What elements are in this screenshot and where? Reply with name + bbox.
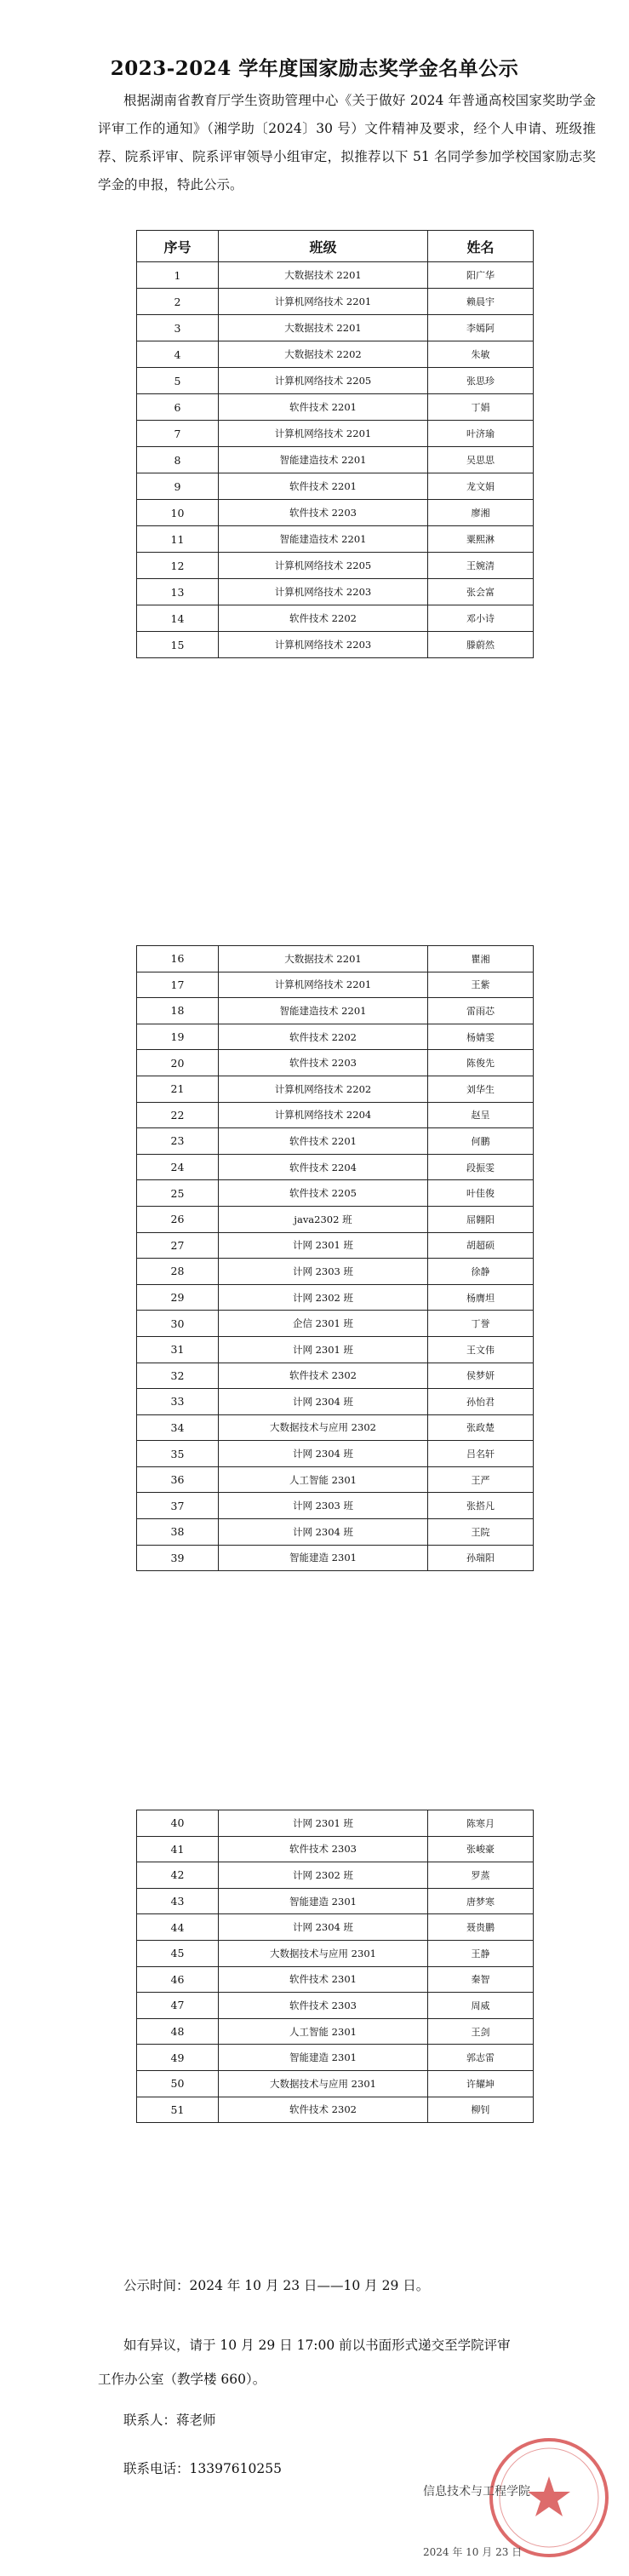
row-class: 人工智能 2301 — [219, 1466, 428, 1493]
table-row — [137, 1493, 534, 1519]
row-class: 软件技术 2301 — [219, 1966, 428, 1993]
row-number: 31 — [137, 1336, 219, 1363]
row-class: 智能建造技术 2201 — [219, 526, 428, 553]
row-class: 软件技术 2302 — [219, 2097, 428, 2123]
row-class: 计算机网络技术 2201 — [219, 289, 428, 315]
table-row — [137, 2097, 534, 2123]
row-number: 21 — [137, 1076, 219, 1102]
row-number: 3 — [137, 315, 219, 341]
row-student-name: 唐梦寒 — [428, 1888, 534, 1914]
row-class: 企信 2301 班 — [219, 1311, 428, 1337]
row-student-name: 朱敏 — [428, 341, 534, 368]
row-student-name: 胡超硕 — [428, 1232, 534, 1259]
row-class: 大数据技术与应用 2302 — [219, 1414, 428, 1441]
row-number: 34 — [137, 1414, 219, 1441]
row-student-name: 廖湘 — [428, 500, 534, 526]
header-class: 班级 — [219, 231, 428, 262]
row-number: 42 — [137, 1862, 219, 1889]
row-student-name: 叶佳俊 — [428, 1180, 534, 1207]
row-class: 计算机网络技术 2205 — [219, 368, 428, 394]
row-class: 智能建造 2301 — [219, 1545, 428, 1571]
row-class: 人工智能 2301 — [219, 2018, 428, 2045]
row-student-name: 张会富 — [428, 579, 534, 605]
row-number: 39 — [137, 1545, 219, 1571]
row-student-name: 张政楚 — [428, 1414, 534, 1441]
row-number: 45 — [137, 1940, 219, 1966]
row-class: 计网 2304 班 — [219, 1914, 428, 1941]
row-number: 40 — [137, 1810, 219, 1837]
table-row — [137, 526, 534, 553]
table-row — [137, 1284, 534, 1311]
row-class: 计算机网络技术 2201 — [219, 972, 428, 998]
table-row — [137, 2018, 534, 2045]
row-student-name: 王文伟 — [428, 1336, 534, 1363]
row-number: 20 — [137, 1050, 219, 1076]
row-student-name: 陈俊先 — [428, 1050, 534, 1076]
table-row — [137, 2070, 534, 2097]
table-row — [137, 1966, 534, 1993]
row-number: 44 — [137, 1914, 219, 1941]
table-row — [137, 1993, 534, 2019]
table-row — [137, 447, 534, 473]
contact-person: 联系人：蒋老师 — [123, 2412, 216, 2428]
row-student-name: 徐静 — [428, 1259, 534, 1285]
row-student-name: 丁誉 — [428, 1311, 534, 1337]
row-student-name: 吴思思 — [428, 447, 534, 473]
row-number: 50 — [137, 2070, 219, 2097]
row-student-name: 周威 — [428, 1993, 534, 2019]
row-number: 10 — [137, 500, 219, 526]
row-student-name: 王剑 — [428, 2018, 534, 2045]
row-number: 15 — [137, 632, 219, 658]
row-class: 智能建造技术 2201 — [219, 998, 428, 1024]
contact-phone: 联系电话：13397610255 — [123, 2461, 282, 2476]
table-row — [137, 1206, 534, 1232]
objection-notice-line-1: 如有异议，请于 10 月 29 日 17:00 前以书面形式递交至学院评审 — [123, 2338, 511, 2353]
row-class: 软件技术 2303 — [219, 1836, 428, 1862]
row-student-name: 何鹏 — [428, 1128, 534, 1155]
notice-title: 2023-2024 学年度国家励志奖学金名单公示 — [110, 57, 519, 80]
row-class: 计算机网络技术 2201 — [219, 421, 428, 447]
row-student-name: 赖晨宇 — [428, 289, 534, 315]
row-number: 2 — [137, 289, 219, 315]
row-class: 软件技术 2201 — [219, 394, 428, 421]
row-class: 计网 2301 班 — [219, 1810, 428, 1837]
row-number: 32 — [137, 1363, 219, 1389]
row-student-name: 瞿湘 — [428, 946, 534, 972]
row-class: 计网 2304 班 — [219, 1389, 428, 1415]
row-student-name: 邓小诗 — [428, 605, 534, 632]
table-row — [137, 1232, 534, 1259]
row-class: 大数据技术 2202 — [219, 341, 428, 368]
row-number: 33 — [137, 1389, 219, 1415]
table-row — [137, 1363, 534, 1389]
row-student-name: 陈寒月 — [428, 1810, 534, 1837]
row-number: 27 — [137, 1232, 219, 1259]
row-student-name: 郭志雷 — [428, 2045, 534, 2071]
row-class: 大数据技术 2201 — [219, 315, 428, 341]
row-class: 软件技术 2201 — [219, 1128, 428, 1155]
row-number: 37 — [137, 1493, 219, 1519]
row-student-name: 杨婧雯 — [428, 1024, 534, 1050]
notice-intro: 根据湖南省教育厅学生资助管理中心《关于做好 2024 年普通高校国家奖助学金评审工作的通知》（湘学助〔2024〕30 号）文件精神及要求，经个人申请、班级推荐、院系评审、院系评审领导小组审定，拟推荐以下 51 名同学参加学校国家励志奖学金的申报，特此公示。 — [98, 93, 596, 192]
table-row — [137, 1180, 534, 1207]
table-row — [137, 2045, 534, 2071]
row-class: 软件技术 2302 — [219, 1363, 428, 1389]
table-row — [137, 1102, 534, 1128]
row-class: java2302 班 — [219, 1206, 428, 1232]
row-number: 41 — [137, 1836, 219, 1862]
row-student-name: 张峻豪 — [428, 1836, 534, 1862]
row-student-name: 刘华生 — [428, 1076, 534, 1102]
row-student-name: 王严 — [428, 1466, 534, 1493]
roster-body-3 — [137, 1810, 534, 2123]
signature-date: 2024 年 10 月 23 日 — [423, 2546, 523, 2558]
row-number: 43 — [137, 1888, 219, 1914]
row-number: 19 — [137, 1024, 219, 1050]
table-row — [137, 1940, 534, 1966]
table-row — [137, 1259, 534, 1285]
row-number: 5 — [137, 368, 219, 394]
row-class: 智能建造 2301 — [219, 2045, 428, 2071]
table-row — [137, 289, 534, 315]
row-class: 计网 2302 班 — [219, 1862, 428, 1889]
table-row — [137, 998, 534, 1024]
row-student-name: 吕名轩 — [428, 1441, 534, 1467]
row-number: 9 — [137, 473, 219, 500]
row-class: 计算机网络技术 2203 — [219, 632, 428, 658]
row-class: 计算机网络技术 2203 — [219, 579, 428, 605]
table-row — [137, 632, 534, 658]
row-number: 8 — [137, 447, 219, 473]
row-student-name: 侯梦妍 — [428, 1363, 534, 1389]
row-number: 13 — [137, 579, 219, 605]
row-student-name: 赵呈 — [428, 1102, 534, 1128]
row-class: 计网 2302 班 — [219, 1284, 428, 1311]
table-row — [137, 579, 534, 605]
row-number: 28 — [137, 1259, 219, 1285]
row-class: 软件技术 2205 — [219, 1180, 428, 1207]
row-number: 25 — [137, 1180, 219, 1207]
row-class: 计网 2304 班 — [219, 1441, 428, 1467]
table-row — [137, 1862, 534, 1889]
row-class: 软件技术 2202 — [219, 605, 428, 632]
table-row — [137, 1519, 534, 1546]
table-row — [137, 1024, 534, 1050]
row-class: 计网 2301 班 — [219, 1232, 428, 1259]
roster-body-2 — [137, 946, 534, 1571]
row-student-name: 张思珍 — [428, 368, 534, 394]
table-row — [137, 1545, 534, 1571]
row-class: 计算机网络技术 2202 — [219, 1076, 428, 1102]
row-number: 23 — [137, 1128, 219, 1155]
row-number: 26 — [137, 1206, 219, 1232]
row-class: 软件技术 2201 — [219, 473, 428, 500]
table-row — [137, 553, 534, 579]
row-student-name: 许耀坤 — [428, 2070, 534, 2097]
table-row — [137, 1076, 534, 1102]
roster-table-part-3 — [136, 1810, 534, 2123]
row-student-name: 王婉清 — [428, 553, 534, 579]
row-number: 36 — [137, 1466, 219, 1493]
table-row — [137, 605, 534, 632]
row-student-name: 丁娟 — [428, 394, 534, 421]
row-class: 大数据技术与应用 2301 — [219, 2070, 428, 2097]
row-class: 软件技术 2203 — [219, 1050, 428, 1076]
table-row — [137, 1836, 534, 1862]
row-number: 1 — [137, 262, 219, 289]
row-class: 智能建造 2301 — [219, 1888, 428, 1914]
table-row — [137, 1128, 534, 1155]
row-class: 计网 2303 班 — [219, 1493, 428, 1519]
row-number: 29 — [137, 1284, 219, 1311]
row-class: 计算机网络技术 2204 — [219, 1102, 428, 1128]
table-row — [137, 394, 534, 421]
row-number: 14 — [137, 605, 219, 632]
table-row — [137, 341, 534, 368]
roster-table-part-2 — [136, 945, 534, 1571]
row-class: 大数据技术 2201 — [219, 946, 428, 972]
table-row — [137, 1466, 534, 1493]
row-class: 软件技术 2303 — [219, 1993, 428, 2019]
row-number: 22 — [137, 1102, 219, 1128]
row-class: 软件技术 2203 — [219, 500, 428, 526]
header-number: 序号 — [137, 231, 219, 262]
row-class: 计算机网络技术 2205 — [219, 553, 428, 579]
table-row — [137, 972, 534, 998]
row-student-name: 雷雨芯 — [428, 998, 534, 1024]
table-row — [137, 473, 534, 500]
table-row — [137, 262, 534, 289]
row-number: 12 — [137, 553, 219, 579]
row-student-name: 滕蔚然 — [428, 632, 534, 658]
row-student-name: 王静 — [428, 1940, 534, 1966]
row-number: 35 — [137, 1441, 219, 1467]
table-row — [137, 1414, 534, 1441]
row-number: 4 — [137, 341, 219, 368]
row-student-name: 秦智 — [428, 1966, 534, 1993]
row-class: 大数据技术 2201 — [219, 262, 428, 289]
row-number: 18 — [137, 998, 219, 1024]
row-student-name: 杨膺坦 — [428, 1284, 534, 1311]
row-student-name: 叶济瑜 — [428, 421, 534, 447]
row-class: 软件技术 2204 — [219, 1154, 428, 1180]
row-class: 大数据技术与应用 2301 — [219, 1940, 428, 1966]
table-row — [137, 1888, 534, 1914]
row-number: 30 — [137, 1311, 219, 1337]
header-name: 姓名 — [428, 231, 534, 262]
table-row — [137, 1154, 534, 1180]
row-number: 16 — [137, 946, 219, 972]
row-number: 7 — [137, 421, 219, 447]
row-class: 智能建造技术 2201 — [219, 447, 428, 473]
row-number: 38 — [137, 1519, 219, 1546]
table-row — [137, 421, 534, 447]
table-row — [137, 1050, 534, 1076]
row-student-name: 孙怡君 — [428, 1389, 534, 1415]
table-header-row — [137, 231, 534, 262]
table-row — [137, 368, 534, 394]
objection-notice-line-2: 工作办公室（教学楼 660）。 — [98, 2372, 266, 2387]
row-number: 49 — [137, 2045, 219, 2071]
roster-body-1 — [137, 262, 534, 658]
row-number: 17 — [137, 972, 219, 998]
row-class: 计网 2301 班 — [219, 1336, 428, 1363]
row-number: 11 — [137, 526, 219, 553]
row-student-name: 粟熙淋 — [428, 526, 534, 553]
row-number: 48 — [137, 2018, 219, 2045]
row-student-name: 段振雯 — [428, 1154, 534, 1180]
table-row — [137, 1441, 534, 1467]
roster-table-part-1 — [136, 230, 534, 658]
row-student-name: 李嫣阿 — [428, 315, 534, 341]
row-student-name: 聂贵鹏 — [428, 1914, 534, 1941]
row-number: 24 — [137, 1154, 219, 1180]
table-row — [137, 1810, 534, 1837]
table-row — [137, 315, 534, 341]
table-row — [137, 946, 534, 972]
row-number: 46 — [137, 1966, 219, 1993]
row-student-name: 龙文娟 — [428, 473, 534, 500]
row-student-name: 柳钊 — [428, 2097, 534, 2123]
row-number: 6 — [137, 394, 219, 421]
table-row — [137, 1914, 534, 1941]
table-row — [137, 500, 534, 526]
row-class: 软件技术 2202 — [219, 1024, 428, 1050]
row-student-name: 王紫 — [428, 972, 534, 998]
table-row — [137, 1311, 534, 1337]
row-student-name: 王院 — [428, 1519, 534, 1546]
row-number: 51 — [137, 2097, 219, 2123]
department-signature: 信息技术与工程学院 — [423, 2485, 530, 2499]
row-student-name: 张搭凡 — [428, 1493, 534, 1519]
publicity-period: 公示时间：2024 年 10 月 23 日——10 月 29 日。 — [123, 2278, 430, 2293]
table-row — [137, 1336, 534, 1363]
table-row — [137, 1389, 534, 1415]
row-student-name: 罗蒸 — [428, 1862, 534, 1889]
row-class: 计网 2304 班 — [219, 1519, 428, 1546]
row-student-name: 屈翱阳 — [428, 1206, 534, 1232]
row-class: 计网 2303 班 — [219, 1259, 428, 1285]
row-number: 47 — [137, 1993, 219, 2019]
row-student-name: 孙瑞阳 — [428, 1545, 534, 1571]
row-student-name: 阳广华 — [428, 262, 534, 289]
